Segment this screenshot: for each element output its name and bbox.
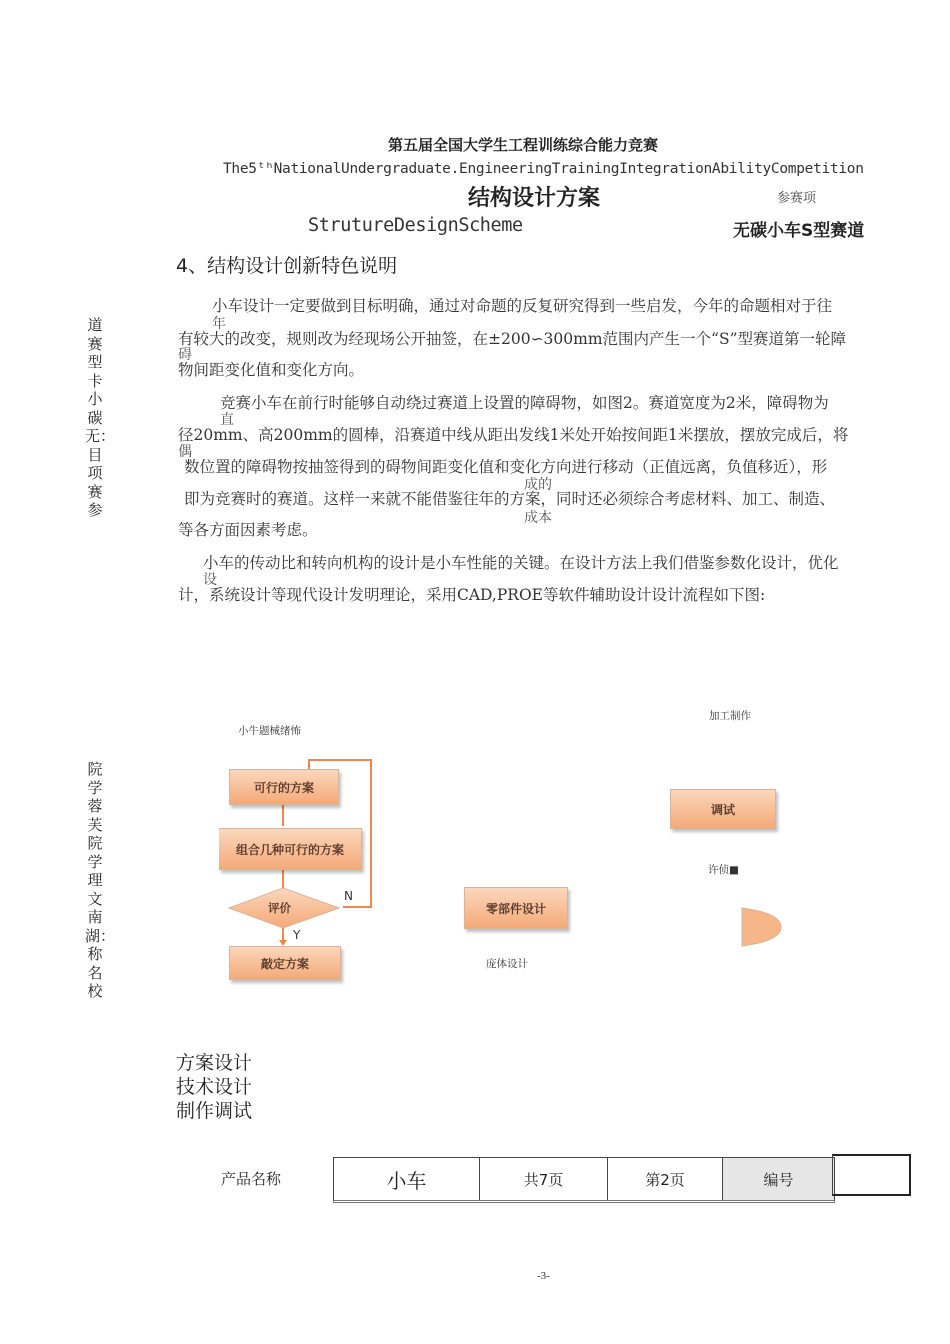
stage-scheme-design: 方案设计 [176,1052,253,1074]
p2-fragment: 成本 [524,510,552,526]
flow-caption-eval: 许侦■ [708,864,739,876]
flow-caption-top-left: 小牛题械绪怖 [238,725,301,737]
p1-fragment: 碍 [178,347,192,363]
code-value-cell [832,1154,911,1196]
total-pages-cell: 共7页 [480,1158,608,1200]
p1-line2: 有较大的改变，规则改为经现场公开抽签，在±200∽300mm范围内产生一个“S”型赛道第一轮障 [178,330,847,348]
flow-box-combine-plans: 组合几种可行的方案 [219,828,362,870]
side-project-label: 道赛型卡小碳无：目项赛参 [85,316,116,519]
flow-box-final-plan: 敲定方案 [229,946,341,980]
p3-fragment: 设 [203,572,217,588]
competition-title-en: The5ᵗʰNationalUndergraduate.EngineeringTrainingIntegrationAbilityCompetition [223,161,864,177]
section-heading: 4、结构设计创新特色说明 [176,255,398,277]
p2-line4: 即为竞赛时的赛道。这样一来就不能借鉴往年的方案，同时还必须综合考虑材料、加工、制造、 [184,490,836,508]
p2-line2: 径20mm、高200mm的圆棒，沿赛道中线从距出发线1米处开始按间距1米摆放，摆放完成后，将 [178,426,849,444]
page-number: -3- [537,1270,550,1282]
flow-caption-assembly: 庞体设计 [486,958,528,970]
flow-diamond-label: 评价 [268,901,291,915]
p1-line1: 小车设计一定要做到目标明确，通过对命题的反复研究得到一些启发，今年的命题相对于往 [212,297,833,315]
p3-line2: 计，系统设计等现代设计发明理论，采用CAD,PROE等软件辅助设计设计流程如下图: [178,586,766,604]
p1-line3: 物间距变化值和变化方向。 [178,361,365,379]
product-name-label: 产品名称 [221,1170,282,1188]
page-cell: 第2页 [608,1158,723,1200]
code-label-cell: 编号 [723,1158,834,1200]
flow-box-feasible-plan: 可行的方案 [229,769,339,805]
document-title-cn: 结构设计方案 [468,186,601,211]
competition-title-cn: 第五届全国大学生工程训练综合能力竞赛 [388,136,659,154]
product-info-table [333,1157,835,1203]
p2-line5: 等各方面因素考虑。 [178,521,318,539]
project-name: 无碳小车S型赛道 [733,221,865,241]
stage-production-debug: 制作调试 [176,1100,253,1122]
p2-line1: 竞赛小车在前行时能够自动绕过赛道上设置的障碍物，如图2。赛道宽度为2米，障碍物为 [220,394,829,412]
stage-technical-design: 技术设计 [176,1076,253,1098]
side-school-label: 院学蓉芙院学理文南湖：称名校 [85,760,116,1000]
p2-fragment: 成的 [524,477,552,493]
flow-box-parts-design: 零部件设计 [464,887,568,929]
flow-box-debug: 调试 [670,789,776,829]
entry-label: 参赛项 [777,191,817,206]
p3-line1: 小车的传动比和转向机构的设计是小车性能的关键。在设计方法上我们借鉴参数化设计，优化 [203,554,839,572]
p2-fragment: 直 [220,412,234,428]
document-title-en: StrutureDesignScheme [308,215,523,236]
p2-line3: 数位置的障碍物按抽签得到的碍物间距变化值和变化方向进行移动（正值远离，负值移近），形 [184,458,828,476]
flow-label-yes: Y [293,928,301,942]
p1-fragment: 年 [212,316,226,332]
p2-fragment: 偶 [178,444,192,460]
product-name-cell: 小车 [334,1158,480,1200]
flow-caption-processing: 加工制作 [709,710,751,722]
flow-label-no: N [344,889,353,903]
flow-partial-shape [741,907,783,947]
